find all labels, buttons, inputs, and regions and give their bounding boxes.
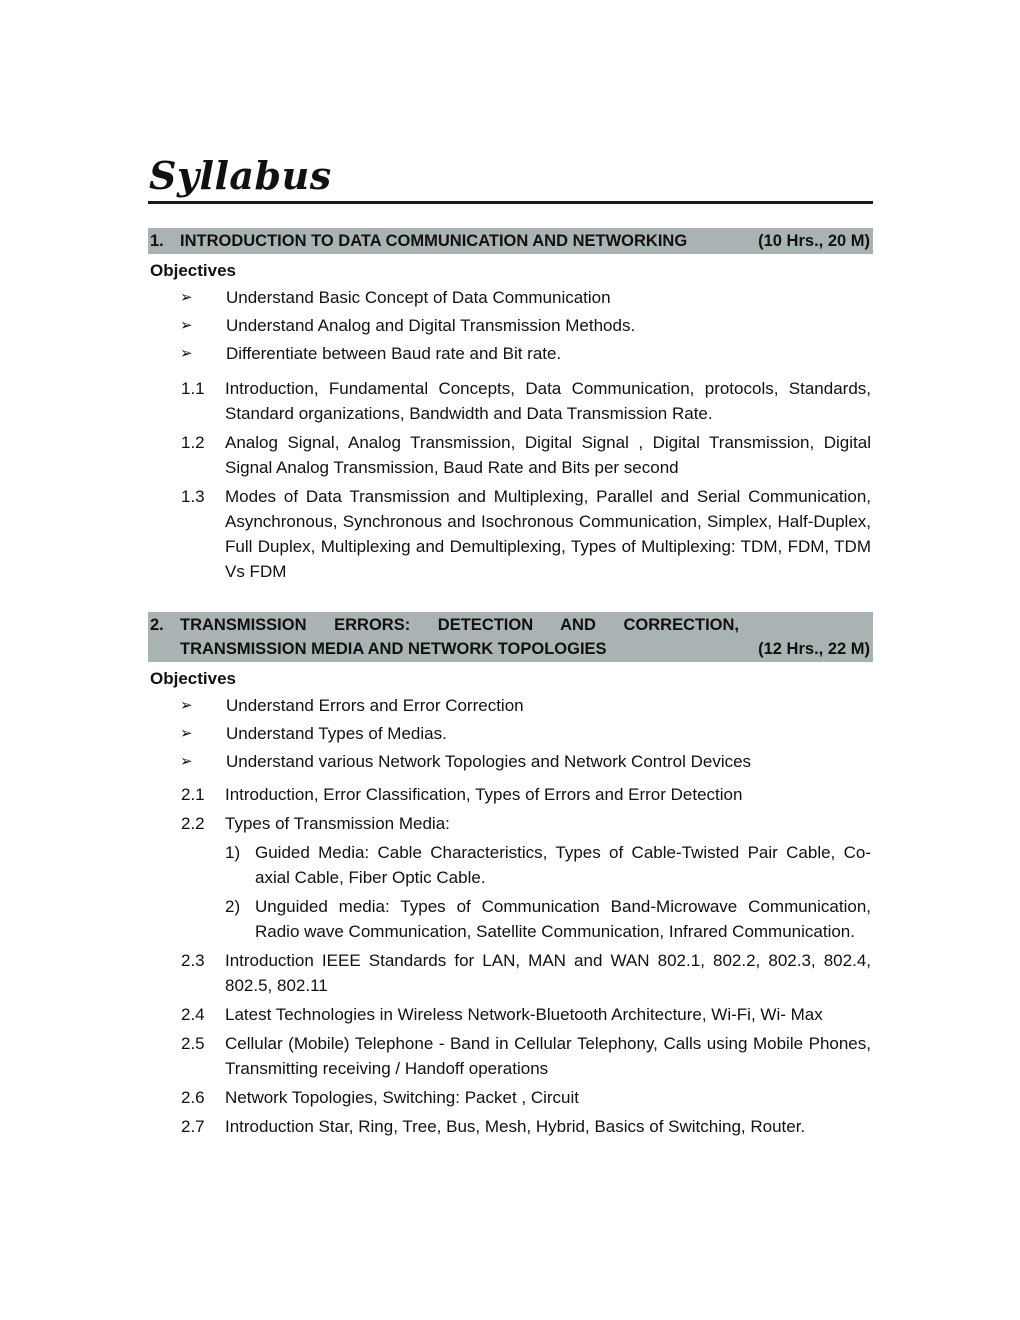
topic-item <box>148 430 873 480</box>
section-heading: TRANSMISSION ERRORS: DETECTION AND CORRECTION, TRANSMISSION MEDIA AND NETWORK TOPOLOGIES <box>180 616 739 658</box>
topic-text: Analog Signal, Analog Transmission, Digital Signal , Digital Transmission, Digital Signal Analog Transmission, Baud Rate and Bits per second <box>225 433 871 477</box>
objective-item: ➢ Understand Basic Concept of Data Communication <box>148 284 873 312</box>
topic-number: 2.6 <box>181 1088 205 1107</box>
sub-topic-number: 2) <box>225 897 241 916</box>
arrow-bullet-icon: ➢ <box>180 753 193 770</box>
topic-item <box>148 782 873 807</box>
section-number: 2. <box>150 616 164 634</box>
objectives-list <box>148 284 873 368</box>
topic-number: 2.3 <box>181 951 205 970</box>
topic-text: Introduction IEEE Standards for LAN, MAN and WAN 802.1, 802.2, 802.3, 802.4, 802.5, 802.11 <box>225 951 871 995</box>
section-header <box>148 612 873 662</box>
title-underline <box>148 201 873 204</box>
topic-item <box>148 811 873 944</box>
section-number: 1. <box>150 232 164 250</box>
arrow-bullet-icon: ➢ <box>180 317 193 334</box>
topic-number: 1.2 <box>181 433 205 452</box>
topic-text: Types of Transmission Media: <box>225 814 450 833</box>
topic-number: 2.5 <box>181 1034 205 1053</box>
topic-item <box>148 376 873 426</box>
sub-topic-number: 1) <box>225 843 241 862</box>
section-hours: (10 Hrs., 20 M) <box>758 232 870 250</box>
topic-number: 2.1 <box>181 785 205 804</box>
topic-item <box>148 1002 873 1027</box>
topic-item <box>148 1114 873 1139</box>
section-heading: INTRODUCTION TO DATA COMMUNICATION AND NETWORKING <box>180 232 688 250</box>
page-title: Syllabus <box>149 153 332 198</box>
topics-list <box>148 782 873 1139</box>
objective-item: ➢ Understand Analog and Digital Transmission Methods. <box>148 312 873 340</box>
topic-text: Latest Technologies in Wireless Network-Bluetooth Architecture, Wi-Fi, Wi- Max <box>225 1005 823 1024</box>
topic-text: Modes of Data Transmission and Multiplexing, Parallel and Serial Communication, Asynchronous, Synchronous and Isochronous Communication, Simplex, Half-Duplex, Full Duplex, Multiplexing and Demultiplexing, Types of Multiplexing: TDM, FDM, TDM Vs FDM <box>225 487 871 581</box>
sub-topic-item <box>225 840 871 890</box>
topic-text: Network Topologies, Switching: Packet , Circuit <box>225 1088 580 1107</box>
section-1 <box>148 228 873 588</box>
topic-number: 2.4 <box>181 1005 205 1024</box>
topics-list <box>148 376 873 584</box>
objectives-label: Objectives <box>150 261 236 280</box>
topic-number: 2.7 <box>181 1117 205 1136</box>
topic-number: 1.3 <box>181 487 205 506</box>
topic-number: 2.2 <box>181 814 205 833</box>
topic-text: Introduction, Error Classification, Types of Errors and Error Detection <box>225 785 743 804</box>
arrow-bullet-icon: ➢ <box>180 289 193 306</box>
section-2 <box>148 612 873 1143</box>
topic-item <box>148 948 873 998</box>
objective-item: ➢ Differentiate between Baud rate and Bit rate. <box>148 340 873 368</box>
sub-topic-text: Unguided media: Types of Communication Band-Microwave Communication, Radio wave Communication, Satellite Communication, Infrared Communication. <box>255 897 871 941</box>
objectives-label: Objectives <box>150 669 236 688</box>
objective-item: ➢ Understand Errors and Error Correction <box>148 692 873 720</box>
topic-text: Cellular (Mobile) Telephone - Band in Cellular Telephony, Calls using Mobile Phones, Transmitting receiving / Handoff operations <box>225 1034 871 1078</box>
arrow-bullet-icon: ➢ <box>180 725 193 742</box>
objective-item: ➢ Understand Types of Medias. <box>148 720 873 748</box>
sub-topic-text: Guided Media: Cable Characteristics, Types of Cable-Twisted Pair Cable, Co-axial Cable, Fiber Optic Cable. <box>255 843 871 887</box>
topic-item <box>148 1031 873 1081</box>
topic-number: 1.1 <box>181 379 205 398</box>
topic-text: Introduction Star, Ring, Tree, Bus, Mesh, Hybrid, Basics of Switching, Router. <box>225 1117 806 1136</box>
section-hours: (12 Hrs., 22 M) <box>758 640 870 658</box>
objectives-list <box>148 692 873 776</box>
topic-item <box>148 1085 873 1110</box>
topic-item <box>148 484 873 584</box>
arrow-bullet-icon: ➢ <box>180 697 193 714</box>
section-header <box>148 228 873 254</box>
arrow-bullet-icon: ➢ <box>180 345 193 362</box>
objective-item: ➢ Understand various Network Topologies and Network Control Devices <box>148 748 873 776</box>
sub-topic-item <box>225 894 871 944</box>
topic-text: Introduction, Fundamental Concepts, Data Communication, protocols, Standards, Standard organizations, Bandwidth and Data Transmission Rate. <box>225 379 871 423</box>
